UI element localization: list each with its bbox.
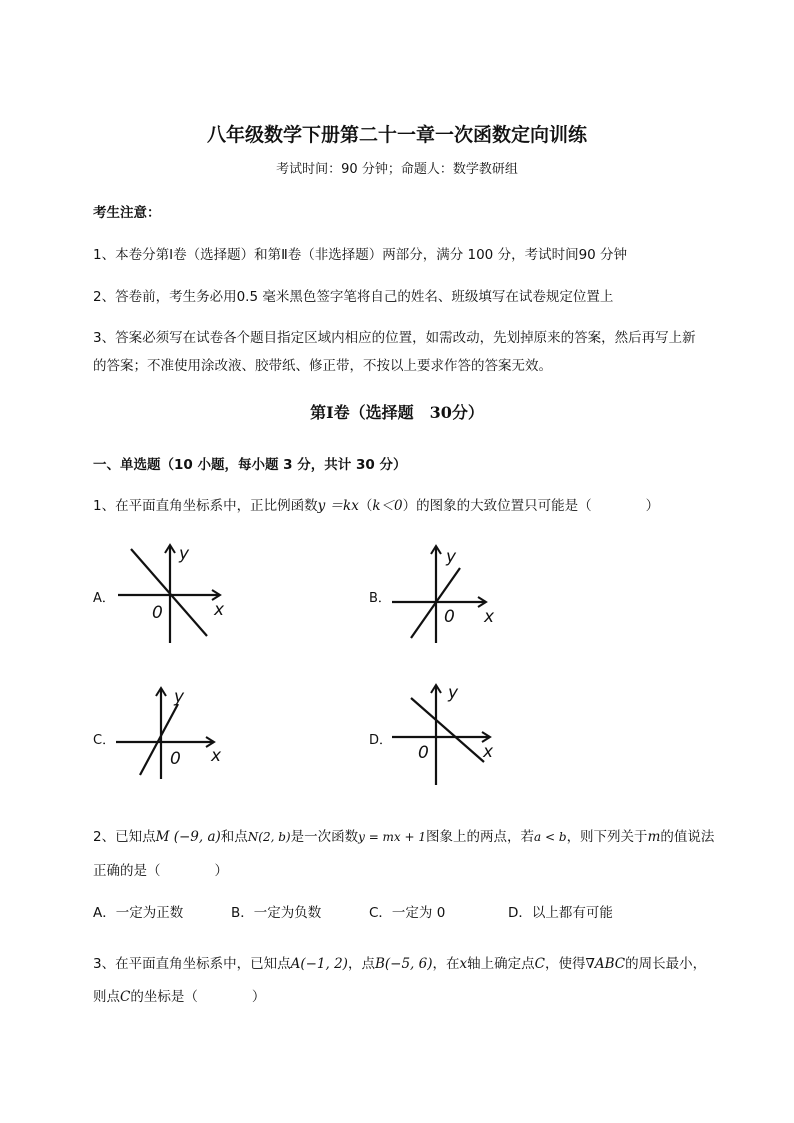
origin-label: 0: [444, 607, 455, 627]
q1-option-b-label: B．: [369, 591, 391, 606]
note-item-2: 2、答卷前，考生务必用0.5 毫米黑色签字笔将自己的姓名、班级填写在试卷规定位置上: [93, 289, 614, 305]
q1-cond-open: （: [358, 498, 373, 514]
q2-option-a[interactable]: A．一定为正数: [93, 905, 184, 921]
q1-formula: y ＝kx: [317, 498, 359, 514]
q1-option-a-label: A．: [93, 591, 115, 606]
q3-triangle: ∇ABC: [585, 956, 626, 972]
part-heading: 一、单选题（10 小题，每小题 3 分，共计 30 分）: [93, 457, 407, 473]
q3-text-4: 轴上确定点: [467, 956, 535, 972]
q3-line2-b: 的坐标是（ ）: [130, 989, 266, 1005]
q1-option-a-graph: [110, 540, 240, 650]
q2-text-4: 图象上的两点，若: [426, 829, 535, 845]
q3-text-2: ，点: [347, 956, 375, 972]
q2-text-3: 是一次函数: [290, 829, 359, 845]
note-item-1: 1、本卷分第Ⅰ卷（选择题）和第Ⅱ卷（非选择题）两部分，满分 100 分，考试时间90 分钟: [93, 247, 628, 263]
x-axis-label: x: [214, 600, 225, 620]
origin-label: 0: [170, 749, 181, 769]
q1-condition: k＜0: [372, 498, 403, 514]
q2-text-1: 2、已知点: [93, 829, 156, 845]
q2-point-n: N(2, b): [247, 830, 291, 844]
q3-x-symbol: x: [459, 956, 468, 972]
q1-suffix: ）的图象的大致位置只可能是（ ）: [402, 498, 660, 514]
y-axis-label: y: [179, 544, 190, 564]
q1-option-b-graph: [386, 540, 516, 650]
note-item-3-line-2: 的答案；不准使用涂改液、胶带纸、修正带，不按以上要求作答的答案无效。: [93, 358, 552, 374]
y-axis-label: y: [174, 687, 185, 707]
q3-text-5: ，使得: [544, 956, 586, 972]
q3-point-b: B(−5, 6): [374, 956, 433, 972]
q2-point-m: M (−9, a): [155, 829, 221, 845]
q2-option-b[interactable]: B．一定为负数: [231, 905, 322, 921]
q3-c-symbol-2: C: [120, 989, 131, 1005]
notes-heading: 考生注意：: [93, 205, 161, 221]
note-item-3-line-1: 3、答案必须写在试卷各个题目指定区域内相应的位置，如需改动，先划掉原来的答案，然后再写上新: [93, 330, 696, 346]
q3-line2-a: 则点: [93, 989, 120, 1005]
origin-label: 0: [152, 603, 163, 623]
y-axis-label: y: [448, 683, 459, 703]
q2-inequality: a < b: [534, 830, 567, 844]
q2-text-5: ，则下列关于: [566, 829, 648, 845]
q2-m-symbol: m: [647, 829, 661, 845]
question-3-line-2: [93, 985, 265, 1005]
q1-option-d-graph: [386, 682, 516, 792]
exam-subtitle: 考试时间：90 分钟；命题人：数学教研组: [276, 162, 518, 177]
q2-text-6: 的值说法: [660, 829, 715, 845]
q3-point-a: A(−1, 2): [290, 956, 348, 972]
q3-text-3: ，在: [432, 956, 460, 972]
q1-option-c-graph: [110, 682, 240, 792]
q3-text-6: 的周长最小，: [625, 956, 707, 972]
q1-option-c-label: C．: [93, 733, 116, 748]
x-axis-label: x: [211, 746, 222, 766]
question-3-text: [93, 952, 706, 972]
q2-option-d[interactable]: D．以上都有可能: [508, 905, 613, 921]
q1-option-d-label: D．: [369, 733, 393, 748]
q3-text-1: 3、在平面直角坐标系中，已知点: [93, 956, 291, 972]
q3-c-symbol: C: [534, 956, 545, 972]
origin-label: 0: [418, 743, 429, 763]
exam-title: 八年级数学下册第二十一章一次函数定向训练: [206, 124, 587, 146]
question-1-text: [93, 494, 659, 514]
section-title: 第Ⅰ卷（选择题 30分）: [310, 403, 484, 422]
question-2-line-2: 正确的是（ ）: [93, 863, 228, 879]
q2-option-c[interactable]: C．一定为 0: [369, 905, 446, 921]
q2-text-2: 和点: [220, 829, 248, 845]
x-axis-label: x: [484, 607, 495, 627]
q2-function: y = mx + 1: [358, 830, 427, 844]
y-axis-label: y: [446, 547, 457, 567]
x-axis-label: x: [483, 742, 494, 762]
q1-prefix: 1、在平面直角坐标系中，正比例函数: [93, 498, 318, 514]
question-2-text: [93, 825, 714, 845]
